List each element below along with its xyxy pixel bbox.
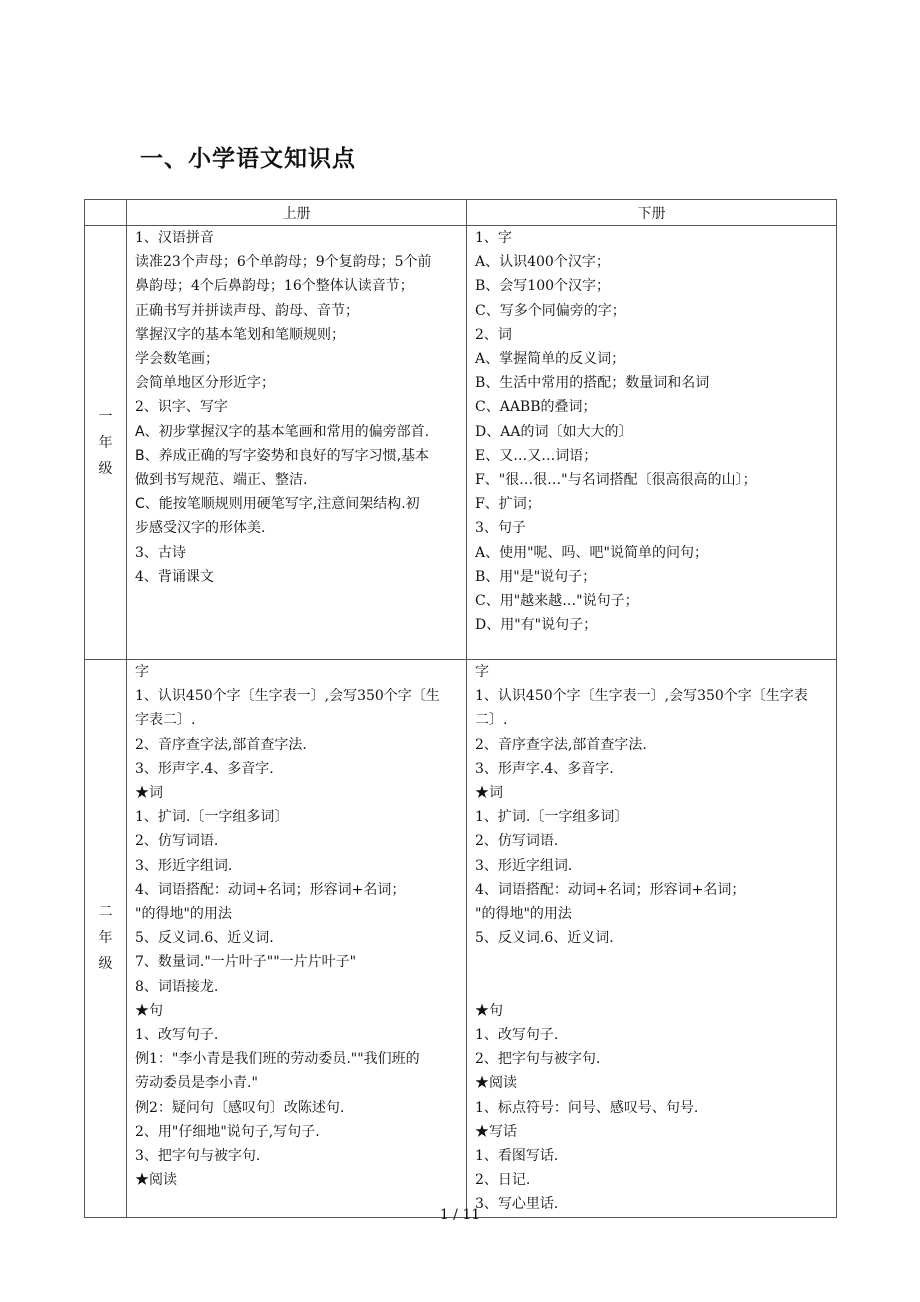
header-upper: 上册 [127,200,467,226]
text-line: B、生活中常用的搭配；数量词和名词 [475,375,710,392]
text-line: 7、数量词."一片叶子""一片片叶子" [135,954,357,971]
text-line: E、又…又…词语； [475,447,598,464]
knowledge-table [84,199,837,1218]
text-line: 会简单地区分形近字； [135,375,275,392]
text-line: 鼻韵母；4个后鼻韵母；16个整体认读音节； [135,278,414,295]
text-line: 3、形近字组词. [475,857,573,874]
text-line: B、会写100个汉字； [475,278,611,295]
text-line: 1、扩词.〔一字组多词〕 [475,809,629,826]
text-line: A、掌握简单的反义词； [475,351,626,368]
text-line: ★词 [135,785,163,802]
page-title: 一、小学语文知识点 [140,146,356,172]
header-empty [85,200,127,226]
text-line: C、写多个同偏旁的字； [475,302,626,319]
text-line: 8、词语接龙. [135,978,219,995]
text-line: "的得地"的用法 [475,906,572,923]
text-line: 1、字 [475,230,512,246]
text-line: 1、认识450个字〔生字表一〕,会写350个字〔生 [135,688,440,705]
text-line: 2、仿写词语. [135,833,219,850]
grade2-upper-list [135,660,460,1192]
text-line: 步感受汉字的形体美. [135,520,266,537]
text-line: C、AABB的叠词； [475,399,597,416]
text-line: 2、仿写词语. [475,833,559,850]
grade2-upper-cell [127,660,467,1218]
text-line: 字 [475,664,489,680]
text-line: 5、反义词.6、近义词. [475,930,614,947]
text-line: 2、日记. [475,1172,531,1189]
text-line: F、扩词； [475,496,541,513]
text-line: ★词 [475,785,503,802]
grade1-upper-list [135,226,460,589]
text-line: 1、改写句子. [475,1027,559,1044]
text-line: ★写话 [475,1123,517,1140]
text-line: 二〕. [475,712,508,729]
text-line: A、使用"呢、吗、吧"说简单的问句； [475,544,708,561]
text-line: 3、写心里话. [475,1196,559,1213]
grade2-lower-list [475,660,830,1217]
text-line: 2、音序查字法,部首查字法. [135,736,307,753]
text-line: 3、古诗 [135,544,186,561]
text-line: A、初步掌握汉字的基本笔画和常用的偏旁部首. [135,423,430,440]
text-line: 做到书写规范、端正、整洁. [135,472,308,489]
text-line: 4、词语搭配：动词+名词；形容词+名词； [475,881,746,898]
text-line: 2、词 [475,326,512,343]
text-line: A、认识400个汉字； [475,254,610,271]
text-line: "的得地"的用法 [135,906,232,923]
text-line: 字表二〕. [135,712,196,729]
text-line: C、能按笔顺规则用硬笔写字,注意间架结构.初 [135,496,420,513]
text-line: 1、汉语拼音 [135,230,214,246]
text-line: 5、反义词.6、近义词. [135,930,274,947]
text-line: 2、用"仔细地"说句子,写句子. [135,1123,320,1140]
grade2-label: 二 年 级 [85,660,127,1218]
text-line: 掌握汉字的基本笔划和笔顺规则； [135,326,345,343]
text-line: 1、看图写话. [475,1148,559,1165]
text-line: 4、背诵课文 [135,568,214,585]
grade1-row [85,226,837,660]
grade2-row [85,660,837,1218]
text-line: 例2：疑问句〔感叹句〕改陈述句. [135,1099,345,1116]
text-line: 例1："李小青是我们班的劳动委员.""我们班的 [135,1051,420,1068]
grade1-lower-cell [467,226,837,660]
text-line: 3、句子 [475,520,526,537]
text-line: 劳动委员是李小青." [135,1075,258,1092]
text-line: 3、把字句与被字句. [135,1148,261,1165]
text-line: ★句 [135,1002,163,1019]
text-line: B、用"是"说句子； [475,568,597,585]
text-line: 学会数笔画； [135,351,219,368]
text-line [475,950,830,974]
text-line: 1、标点符号：问号、感叹号、句号. [475,1099,699,1116]
text-line: F、"很…很…"与名词搭配〔很高很高的山〕； [475,472,757,489]
text-line: 3、形近字组词. [135,857,233,874]
grade1-upper-cell [127,226,467,660]
text-line: ★句 [475,1002,503,1019]
text-line: 正确书写并拼读声母、韵母、音节； [135,302,359,319]
text-line: 2、识字、写字 [135,399,228,416]
text-line: 1、扩词.〔一字组多词〕 [135,809,289,826]
header-row [85,200,837,226]
page-number: 1 / 11 [439,1207,481,1223]
text-line: 4、词语搭配：动词+名词；形容词+名词； [135,881,406,898]
text-line: 3、形声字.4、多音字. [475,760,614,777]
text-line: ★阅读 [475,1075,517,1092]
text-line: D、AA的词〔如大大的〕 [475,423,633,440]
text-line: 字 [135,664,149,680]
grade1-lower-list [475,226,830,637]
header-lower: 下册 [467,200,837,226]
text-line: C、用"越来越…"说句子； [475,593,639,610]
text-line [475,975,830,999]
text-line: ★阅读 [135,1172,177,1189]
text-line: 3、形声字.4、多音字. [135,760,274,777]
text-line: 读准23个声母；6个单韵母；9个复韵母；5个前 [135,254,432,271]
text-line: B、养成正确的写字姿势和良好的写字习惯,基本 [135,447,430,464]
text-line: 2、把字句与被字句. [475,1051,601,1068]
grade1-label: 一 年 级 [85,226,127,660]
text-line: 1、认识450个字〔生字表一〕,会写350个字〔生字表 [475,688,808,705]
text-line: 1、改写句子. [135,1027,219,1044]
text-line: D、用"有"说句子； [475,617,598,634]
grade2-lower-cell [467,660,837,1218]
text-line: 2、音序查字法,部首查字法. [475,736,647,753]
